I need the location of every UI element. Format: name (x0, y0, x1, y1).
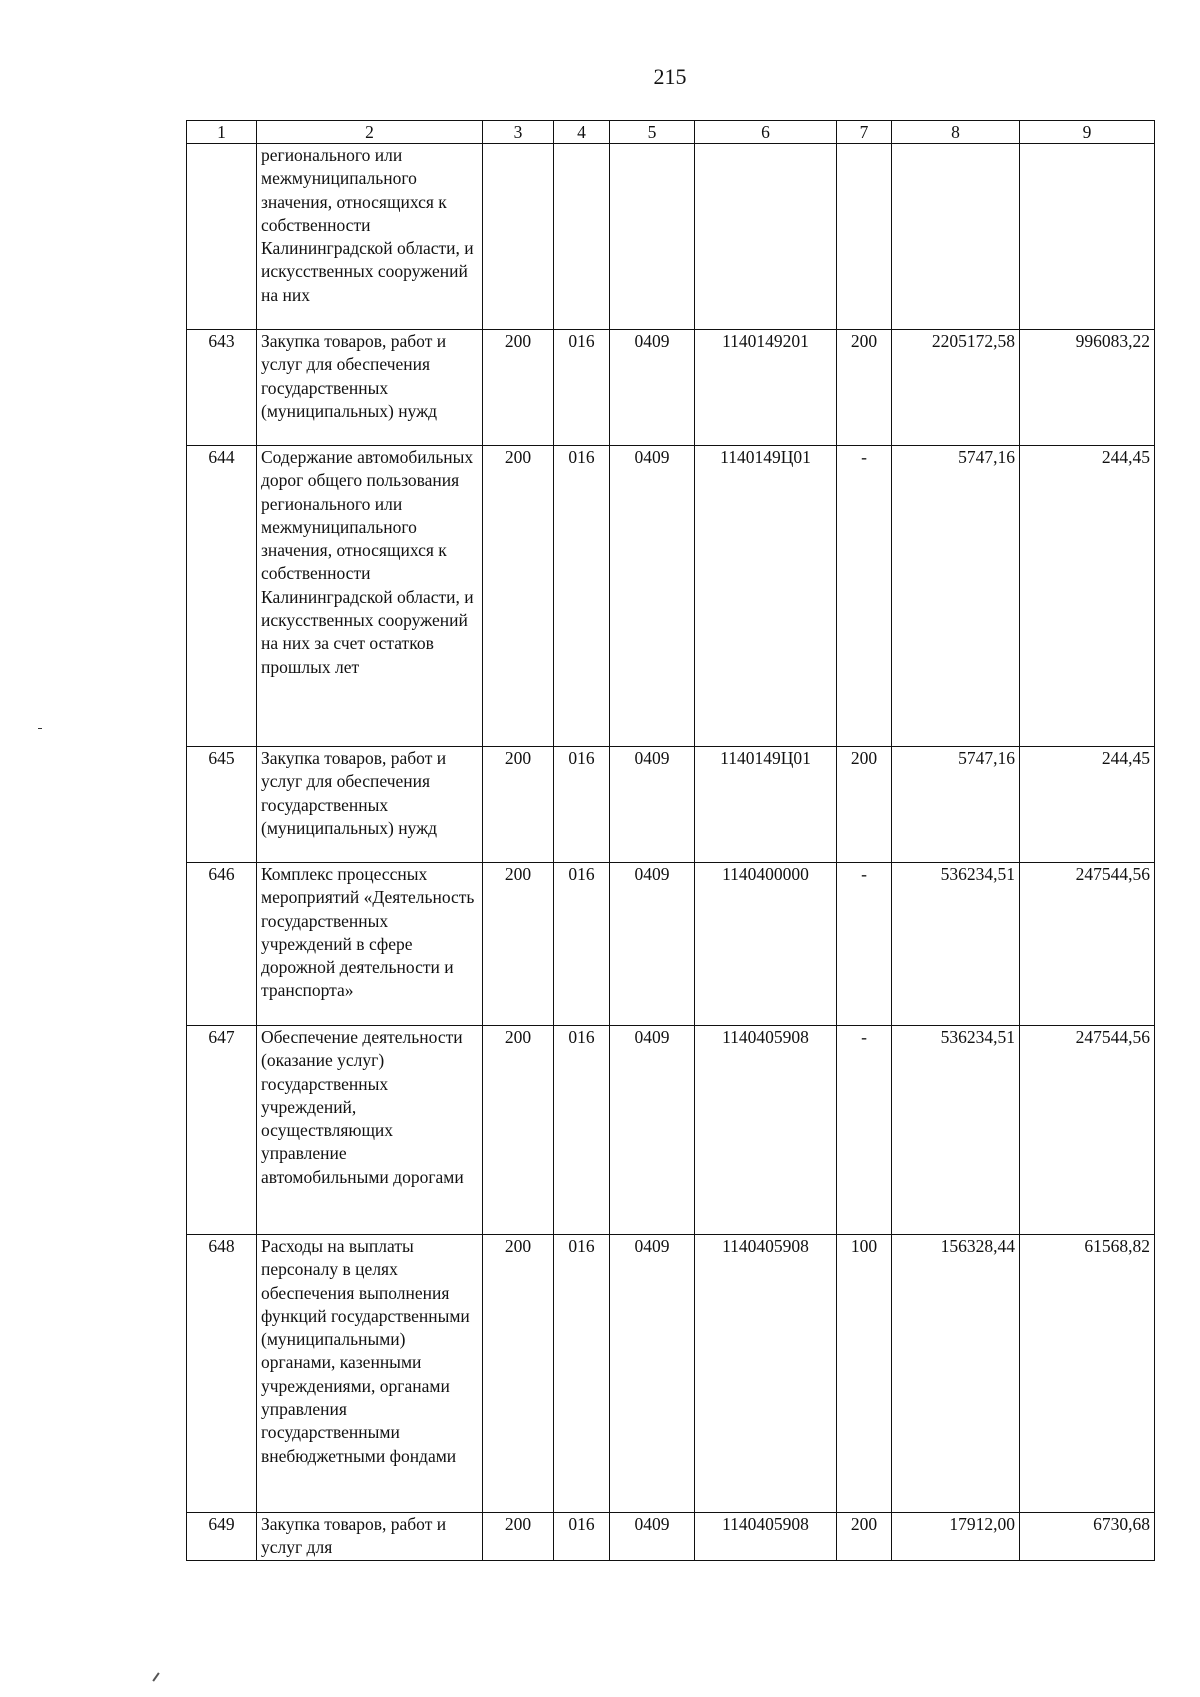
table-row (187, 863, 1155, 1026)
table-row (187, 446, 1155, 747)
row-number: 649 (187, 1513, 257, 1561)
cell-code-4: 016 (554, 1513, 610, 1561)
cell-code-5 (610, 144, 695, 330)
cell-code-4: 016 (554, 1235, 610, 1513)
cell-code-7: 200 (837, 747, 892, 863)
row-description: Закупка товаров, работ и услуг для обеспечения государственных (муниципальных) нужд (257, 747, 483, 863)
row-description: регионального или межмуниципального значения, относящихся к собственности Калининградской области, и искусственных сооружений на них (257, 144, 483, 330)
column-header: 7 (837, 121, 892, 144)
column-header: 4 (554, 121, 610, 144)
cell-code-5: 0409 (610, 446, 695, 747)
row-description: Обеспечение деятельности (оказание услуг) государственных учреждений, осуществляющих управление автомобильными дорогами (257, 1026, 483, 1235)
row-number: 648 (187, 1235, 257, 1513)
cell-code-5: 0409 (610, 747, 695, 863)
cell-code-4: 016 (554, 747, 610, 863)
cell-code-3 (483, 144, 554, 330)
cell-code-6 (695, 144, 837, 330)
cell-code-5: 0409 (610, 330, 695, 446)
cell-amount-8 (892, 144, 1020, 330)
table-row (187, 1513, 1155, 1561)
cell-amount-9: 244,45 (1020, 446, 1155, 747)
cell-amount-8: 5747,16 (892, 446, 1020, 747)
column-header: 5 (610, 121, 695, 144)
cell-amount-8: 5747,16 (892, 747, 1020, 863)
row-number: 645 (187, 747, 257, 863)
scan-artifact (152, 1672, 159, 1681)
cell-code-6: 1140149Ц01 (695, 747, 837, 863)
cell-amount-8: 17912,00 (892, 1513, 1020, 1561)
cell-code-3: 200 (483, 1026, 554, 1235)
cell-code-3: 200 (483, 863, 554, 1026)
cell-code-7: 200 (837, 330, 892, 446)
cell-code-6: 1140149Ц01 (695, 446, 837, 747)
cell-code-6: 1140405908 (695, 1026, 837, 1235)
table-row (187, 1235, 1155, 1513)
cell-amount-9: 247544,56 (1020, 1026, 1155, 1235)
budget-table (186, 120, 1155, 1561)
cell-amount-8: 536234,51 (892, 863, 1020, 1026)
cell-amount-9 (1020, 144, 1155, 330)
cell-code-3: 200 (483, 1235, 554, 1513)
cell-code-7: - (837, 446, 892, 747)
cell-code-3: 200 (483, 1513, 554, 1561)
cell-code-3: 200 (483, 446, 554, 747)
column-header: 3 (483, 121, 554, 144)
row-number: 644 (187, 446, 257, 747)
page-number: 215 (653, 64, 687, 89)
cell-code-5: 0409 (610, 863, 695, 1026)
cell-code-6: 1140149201 (695, 330, 837, 446)
cell-code-4 (554, 144, 610, 330)
table-row (187, 330, 1155, 446)
cell-code-3: 200 (483, 330, 554, 446)
cell-code-4: 016 (554, 863, 610, 1026)
header-row (187, 121, 1155, 144)
table-row (187, 1026, 1155, 1235)
cell-code-5: 0409 (610, 1235, 695, 1513)
cell-amount-9: 6730,68 (1020, 1513, 1155, 1561)
column-header: 9 (1020, 121, 1155, 144)
cell-code-7 (837, 144, 892, 330)
row-description: Комплекс процессных мероприятий «Деятельность государственных учреждений в сфере дорожной деятельности и транспорта» (257, 863, 483, 1026)
row-number (187, 144, 257, 330)
row-number: 643 (187, 330, 257, 446)
cell-amount-8: 536234,51 (892, 1026, 1020, 1235)
cell-code-7: 200 (837, 1513, 892, 1561)
cell-amount-9: 244,45 (1020, 747, 1155, 863)
cell-code-6: 1140405908 (695, 1513, 837, 1561)
column-header: 1 (187, 121, 257, 144)
row-description: Закупка товаров, работ и услуг для (257, 1513, 483, 1561)
cell-code-6: 1140405908 (695, 1235, 837, 1513)
cell-amount-9: 247544,56 (1020, 863, 1155, 1026)
cell-code-7: - (837, 863, 892, 1026)
scan-artifact (38, 728, 42, 729)
table-row (187, 144, 1155, 330)
row-description: Содержание автомобильных дорог общего пользования регионального или межмуниципального значения, относящихся к собственности Калининградской области, и искусственных сооружений на них за счет остатков прошлых лет (257, 446, 483, 747)
row-number: 646 (187, 863, 257, 1026)
cell-amount-8: 2205172,58 (892, 330, 1020, 446)
row-description: Расходы на выплаты персоналу в целях обеспечения выполнения функций государственными (муниципальными) органами, казенными учреждениями, органами управления государственными внебюджетными фондами (257, 1235, 483, 1513)
cell-code-4: 016 (554, 446, 610, 747)
cell-amount-9: 996083,22 (1020, 330, 1155, 446)
row-number: 647 (187, 1026, 257, 1235)
cell-code-6: 1140400000 (695, 863, 837, 1026)
column-header: 2 (257, 121, 483, 144)
cell-amount-9: 61568,82 (1020, 1235, 1155, 1513)
cell-code-5: 0409 (610, 1026, 695, 1235)
cell-code-7: 100 (837, 1235, 892, 1513)
cell-amount-8: 156328,44 (892, 1235, 1020, 1513)
table-row (187, 747, 1155, 863)
column-header: 8 (892, 121, 1020, 144)
cell-code-4: 016 (554, 330, 610, 446)
cell-code-7: - (837, 1026, 892, 1235)
cell-code-5: 0409 (610, 1513, 695, 1561)
column-header: 6 (695, 121, 837, 144)
row-description: Закупка товаров, работ и услуг для обеспечения государственных (муниципальных) нужд (257, 330, 483, 446)
cell-code-3: 200 (483, 747, 554, 863)
cell-code-4: 016 (554, 1026, 610, 1235)
